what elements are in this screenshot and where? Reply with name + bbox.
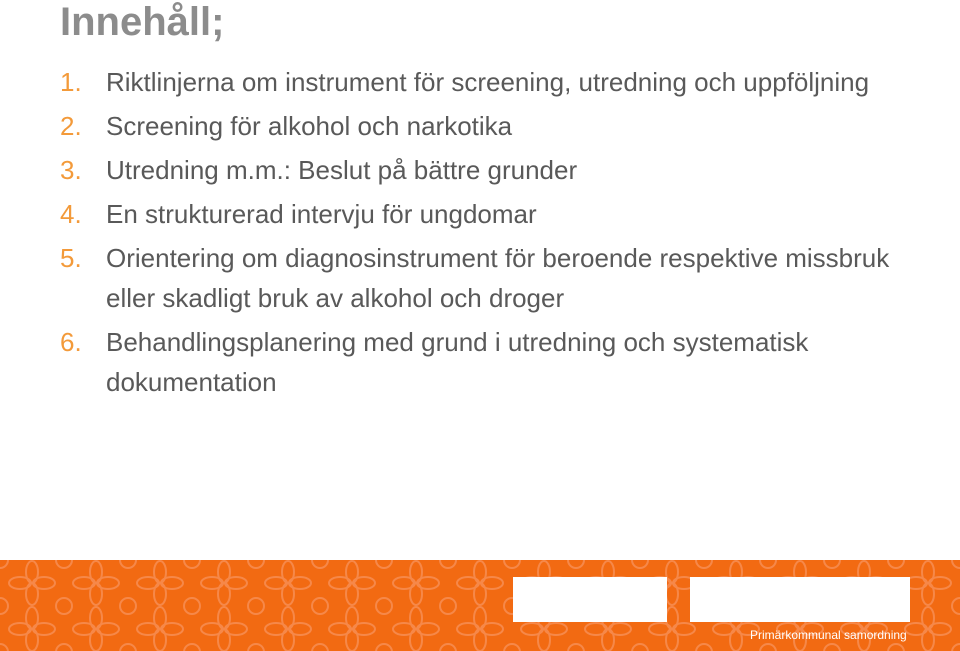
list-item [60, 194, 940, 234]
list-item-number: 6. [60, 327, 82, 357]
list-item-text: Riktlinjerna om instrument för screening, utredning och uppföljning [106, 67, 870, 97]
list-item [60, 106, 940, 146]
list-item-text: Behandlingsplanering med grund i utredning och systematisk dokumentation [106, 327, 809, 397]
list-item-text: Utredning m.m.: Beslut på bättre grunder [106, 155, 578, 185]
list-item-text: Orientering om diagnosinstrument för beroende respektive missbruk eller skadligt bruk av alkohol och droger [106, 243, 890, 313]
list-item-number: 2. [60, 111, 82, 141]
list-item [60, 62, 940, 102]
list-item-number: 1. [60, 67, 82, 97]
list-item-number: 4. [60, 199, 82, 229]
footer-banner [0, 560, 960, 651]
list-item [60, 322, 940, 402]
content-list [60, 62, 940, 406]
slide-title: Innehåll; [60, 0, 225, 44]
list-item [60, 150, 940, 190]
list-item [60, 238, 940, 318]
footer-label: Primärkommunal samordning [750, 628, 907, 642]
list-item-number: 5. [60, 243, 82, 273]
logo-placeholder-left [513, 577, 667, 622]
list-item-text: Screening för alkohol och narkotika [106, 111, 513, 141]
list-item-number: 3. [60, 155, 82, 185]
list-item-text: En strukturerad intervju för ungdomar [106, 199, 537, 229]
logo-placeholder-right [690, 577, 910, 622]
